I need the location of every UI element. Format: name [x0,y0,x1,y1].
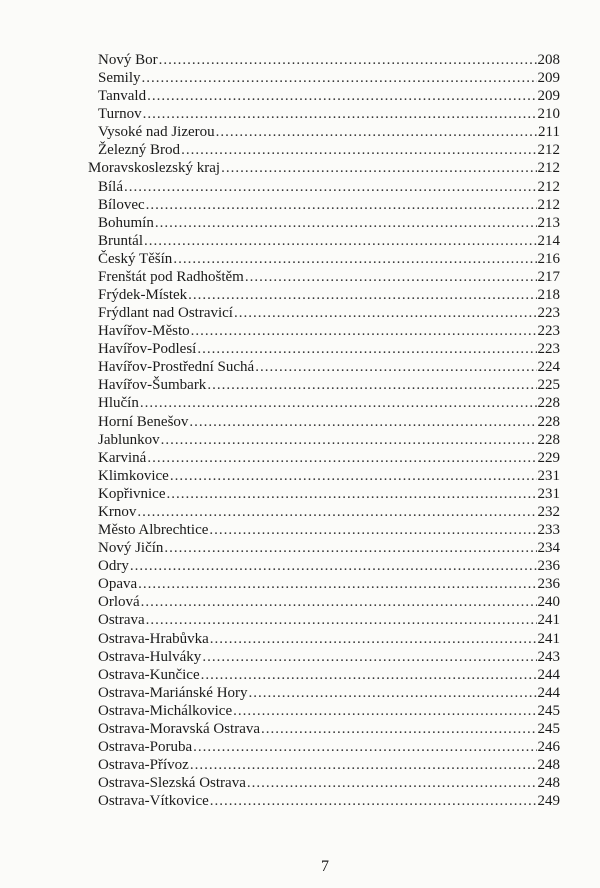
dot-leader [130,557,537,575]
toc-entry [88,503,560,521]
toc-entry [88,611,560,629]
toc-entry-page: 244 [537,666,560,683]
toc-entry-label: Vysoké nad Jizerou [98,124,215,141]
dot-leader [249,684,537,702]
toc-entry [88,720,560,738]
toc-entry-page: 245 [537,702,560,719]
dot-leader [170,467,537,485]
toc-entry [88,196,560,214]
toc-entry-label: Jablunkov [98,431,160,448]
toc-entry-label: Havířov-Prostřední Suchá [98,359,255,376]
toc-entry [88,286,560,304]
toc-entry-page: 218 [537,287,560,304]
toc-entry [88,51,560,69]
toc-entry-label: Odry [98,558,129,575]
dot-leader [216,123,537,141]
toc-entry-label: Ostrava-Poruba [98,738,193,755]
toc-entry [88,539,560,557]
toc-entry-page: 245 [537,720,560,737]
toc-entry-label: Opava [98,576,138,593]
toc-entry-page: 209 [537,88,560,105]
toc-entry [88,87,560,105]
dot-leader [209,521,536,539]
toc-entry-page: 236 [537,558,560,575]
toc-entry-label: Havířov-Šumbark [98,377,207,394]
dot-leader [247,774,537,792]
toc-entry-page: 231 [537,485,560,502]
toc-section-entry [88,159,560,177]
toc-entry [88,304,560,322]
toc-entry-label: Semily [98,70,141,87]
dot-leader [140,394,537,412]
toc-entry [88,702,560,720]
toc-entry-label: Český Těšín [98,250,173,267]
toc-entry-label: Havířov-Podlesí [98,341,197,358]
toc-entry-page: 249 [537,793,560,810]
toc-entry [88,123,560,141]
dot-leader [207,376,536,394]
dot-leader [137,503,536,521]
dot-leader [191,322,537,340]
toc-entry-label: Frenštát pod Radhoštěm [98,268,244,285]
toc-entry-page: 212 [537,178,560,195]
toc-entry-label: Tanvald [98,88,147,105]
toc-entry-page: 212 [537,160,560,177]
toc-entry-page: 211 [538,124,560,141]
toc-entry [88,521,560,539]
toc-entry [88,141,560,159]
toc-entry-label: Ostrava [98,612,145,629]
toc-entry [88,774,560,792]
toc-entry [88,69,560,87]
toc-entry [88,376,560,394]
table-of-contents [88,51,560,810]
toc-entry [88,340,560,358]
toc-entry-page: 223 [537,305,560,322]
toc-entry-label: Krnov [98,503,137,520]
toc-entry-label: Ostrava-Kunčice [98,666,200,683]
toc-entry-page: 241 [537,612,560,629]
toc-entry [88,575,560,593]
toc-entry-page: 232 [537,503,560,520]
toc-entry-page: 246 [537,738,560,755]
toc-entry-label: Karviná [98,449,147,466]
toc-entry-page: 229 [537,449,560,466]
dot-leader [255,358,536,376]
toc-entry-page: 236 [537,576,560,593]
toc-entry [88,431,560,449]
toc-entry [88,250,560,268]
toc-entry-label: Frýdek-Místek [98,287,188,304]
dot-leader [138,575,536,593]
toc-entry [88,214,560,232]
toc-entry-page: 233 [537,522,560,539]
toc-entry-label: Frýdlant nad Ostravicí [98,305,233,322]
toc-entry-page: 223 [537,341,560,358]
toc-entry-page: 208 [537,52,560,68]
toc-entry [88,322,560,340]
toc-entry [88,648,560,666]
toc-entry [88,792,560,810]
toc-entry [88,449,560,467]
dot-leader [181,141,536,159]
toc-entry [88,557,560,575]
toc-entry-page: 244 [537,684,560,701]
dot-leader [155,214,537,232]
dot-leader [201,666,537,684]
dot-leader [164,539,536,557]
toc-entry-page: 243 [537,648,560,665]
toc-entry-label: Bílovec [98,196,145,213]
toc-entry-label: Orlová [98,594,140,611]
dot-leader [189,413,536,431]
dot-leader [173,250,536,268]
toc-entry [88,630,560,648]
toc-entry-label: Ostrava-Vítkovice [98,793,209,810]
toc-entry-label: Kopřivnice [98,485,166,502]
toc-entry-label: Ostrava-Přívoz [98,757,189,774]
dot-leader [197,340,536,358]
dot-leader [141,593,537,611]
dot-leader [147,87,536,105]
toc-entry-page: 216 [537,250,560,267]
toc-entry [88,666,560,684]
toc-entry-label: Bílá [98,178,123,195]
toc-entry-page: 212 [537,196,560,213]
toc-entry [88,232,560,250]
dot-leader [234,304,537,322]
toc-entry [88,178,560,196]
toc-entry-page: 228 [537,431,560,448]
dot-leader [146,611,537,629]
toc-entry-page: 248 [537,757,560,774]
toc-entry-page: 228 [537,413,560,430]
dot-leader [142,69,537,87]
toc-entry [88,684,560,702]
toc-entry [88,738,560,756]
toc-entry-label: Bohumín [98,214,154,231]
toc-entry-label: Ostrava-Michálkovice [98,702,233,719]
dot-leader [188,286,536,304]
dot-leader [144,232,537,250]
dot-leader [233,702,536,720]
dot-leader [210,630,537,648]
toc-entry-page: 217 [537,268,560,285]
toc-entry-page: 213 [537,214,560,231]
dot-leader [159,51,537,69]
dot-leader [143,105,537,123]
dot-leader [221,159,536,177]
page-number: 7 [321,858,329,875]
dot-leader [245,268,537,286]
toc-entry-label: Ostrava-Mariánské Hory [98,684,248,701]
dot-leader [166,485,536,503]
toc-entry [88,268,560,286]
toc-entry-label: Klimkovice [98,467,169,484]
toc-entry-page: 231 [537,467,560,484]
dot-leader [161,431,537,449]
toc-entry-label: Město Albrechtice [98,522,209,539]
toc-entry-page: 241 [537,630,560,647]
dot-leader [124,178,537,196]
toc-entry-page: 234 [537,540,560,557]
dot-leader [193,738,536,756]
toc-entry [88,467,560,485]
toc-entry-label: Hlučín [98,395,139,412]
toc-entry-label: Moravskoslezský kraj [88,160,221,177]
toc-entry-label: Železný Brod [98,142,181,159]
toc-entry-label: Bruntál [98,232,143,249]
toc-entry [88,593,560,611]
toc-entry-label: Havířov-Město [98,323,190,340]
toc-entry [88,105,560,123]
dot-leader [146,196,537,214]
toc-entry [88,413,560,431]
toc-entry-label: Ostrava-Hrabůvka [98,630,209,647]
toc-entry-label: Ostrava-Slezská Ostrava [98,775,246,792]
dot-leader [210,792,537,810]
toc-entry-page: 209 [537,70,560,87]
dot-leader [202,648,536,666]
toc-entry-label: Nový Jičín [98,540,164,557]
toc-entry-page: 225 [537,377,560,394]
toc-entry-label: Turnov [98,106,142,123]
toc-entry [88,485,560,503]
toc-entry [88,358,560,376]
toc-entry-label: Ostrava-Moravská Ostrava [98,720,261,737]
toc-entry-label: Ostrava-Hulváky [98,648,202,665]
dot-leader [190,756,537,774]
toc-entry-page: 228 [537,395,560,412]
toc-entry-page: 240 [537,594,560,611]
dot-leader [147,449,536,467]
dot-leader [261,720,536,738]
toc-entry-label: Nový Bor [98,52,158,68]
toc-entry [88,394,560,412]
toc-entry-page: 210 [537,106,560,123]
toc-entry-page: 214 [537,232,560,249]
toc-entry-label: Horní Benešov [98,413,189,430]
toc-entry-page: 224 [537,359,560,376]
toc-entry [88,756,560,774]
toc-entry-page: 212 [537,142,560,159]
toc-entry-page: 248 [537,775,560,792]
toc-entry-page: 223 [537,323,560,340]
